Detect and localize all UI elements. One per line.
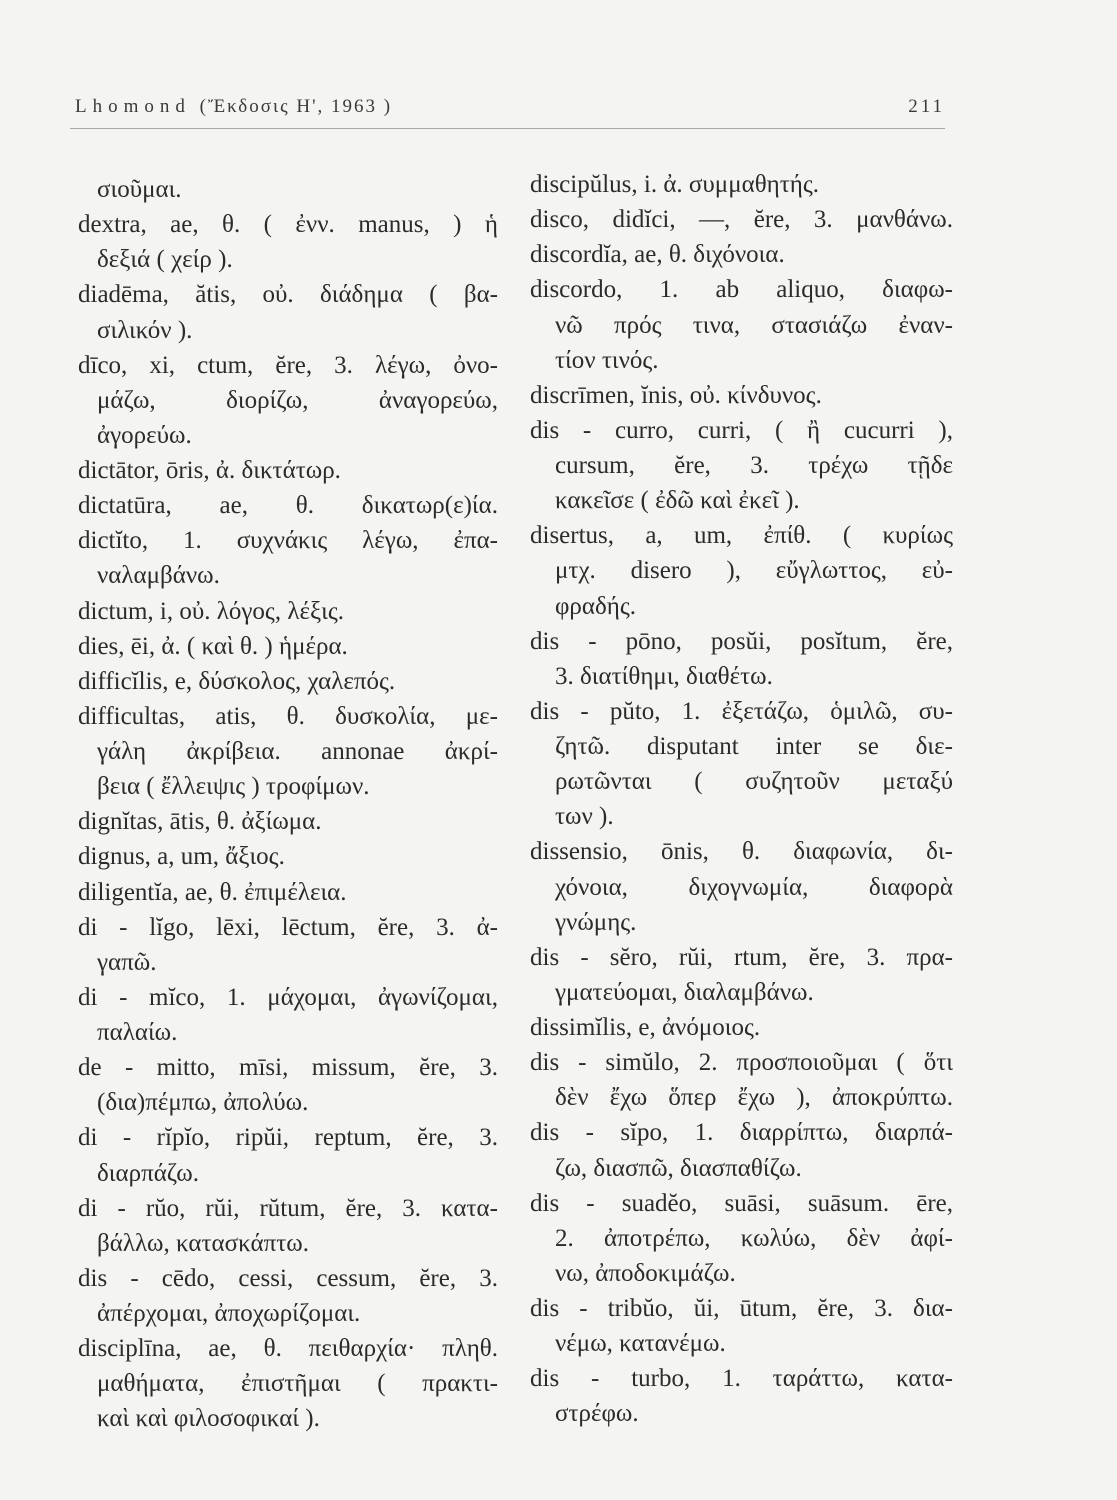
dictionary-entry xyxy=(78,207,498,277)
entry-headword-line: dis - curro, curri, ( ἢ cucurri ), xyxy=(530,416,953,444)
header-rule xyxy=(70,128,945,129)
entry-headword-line: diligentĭa, ae, θ. ἐπιμέλεια. xyxy=(78,878,347,906)
entry-headword-line: dis - suadĕo, suāsi, suāsum. ēre, xyxy=(530,1189,953,1217)
dictionary-entry xyxy=(530,272,953,377)
entry-headword-line: dissensio, ōnis, θ. διαφωνία, δι- xyxy=(530,838,953,866)
entry-headword-line: dictatūra, ae, θ. δικατωρ(ε)ία. xyxy=(78,492,498,520)
dictionary-entry xyxy=(530,378,953,413)
dictionary-entry xyxy=(530,237,953,272)
entry-continuation-line: σιλικόν ). xyxy=(97,316,193,344)
entry-continuation-line: παλαίω. xyxy=(97,1019,178,1046)
entry-headword-line: dis - sĕro, rŭi, rtum, ĕre, 3. πρα- xyxy=(530,943,953,971)
entry-headword-line: dextra, ae, θ. ( ἐνν. manus, ) ἡ xyxy=(78,211,498,239)
entry-headword-line: dis - cēdo, cessi, cessum, ĕre, 3. xyxy=(78,1264,498,1292)
right-column xyxy=(530,167,953,1432)
entry-continuation-line: δεξιά ( χείρ ). xyxy=(97,246,233,274)
dictionary-entry xyxy=(78,664,498,699)
entry-headword-line: discipŭlus, i. ἀ. συμμαθητής. xyxy=(530,171,820,198)
entry-continuation-line: γματεύομαι, διαλαμβάνω. xyxy=(555,978,814,1006)
entry-headword-line: difficultas, atis, θ. δυσκολία, με- xyxy=(78,702,498,730)
entry-continuation-line: βάλλω, κατασκάπτω. xyxy=(97,1229,309,1257)
entry-headword-line: dies, ēi, ἀ. ( καὶ θ. ) ἡμέρα. xyxy=(78,632,348,660)
entry-continuation-line: γάλη ἀκρίβεια. annonae ἀκρί- xyxy=(97,738,498,765)
entry-headword-line: dis - pōno, posŭi, posĭtum, ĕre, xyxy=(530,627,953,655)
dictionary-entry xyxy=(530,518,953,623)
entry-headword-line: di - mĭco, 1. μάχομαι, ἀγωνίζομαι, xyxy=(78,983,498,1011)
entry-continuation-line: νέμω, κατανέμω. xyxy=(555,1330,726,1358)
entry-headword-line: discordĭa, ae, θ. διχόνοια. xyxy=(530,241,785,269)
entry-continuation-line: (δια)πέμπω, ἀπολύω. xyxy=(97,1089,309,1117)
entry-continuation-line: μαθήματα, ἐπιστῆμαι ( πρακτι- xyxy=(97,1370,498,1398)
entry-continuation-line: νῶ πρός τινα, στασιάζω ἐναν- xyxy=(555,311,953,339)
entry-continuation-line: καὶ καὶ φιλοσοφικαί ). xyxy=(97,1405,320,1433)
dictionary-entry xyxy=(530,940,953,1010)
dictionary-entry xyxy=(530,1045,953,1115)
entry-continuation-line: 2. ἀποτρέπω, κωλύω, δὲν ἀφί- xyxy=(555,1224,953,1252)
entry-continuation-line: φραδής. xyxy=(555,592,637,620)
edition-note: (Ἔκδοσις Η', 1963 ) xyxy=(199,96,393,117)
entry-continuation-line: δὲν ἔχω ὅπερ ἔχω ), ἀποκρύπτω. xyxy=(555,1084,953,1112)
entry-headword-line: dis - sĭpo, 1. διαρρίπτω, διαρπά- xyxy=(530,1119,953,1147)
dictionary-entry xyxy=(78,980,498,1050)
dictionary-entry xyxy=(78,488,498,523)
entry-headword-line: discordo, 1. ab aliquo, διαφω- xyxy=(530,276,953,304)
entry-headword-line: diadēma, ătis, οὐ. διάδημα ( βα- xyxy=(78,281,498,309)
entry-continuation-line: ἀγορεύω. xyxy=(97,421,192,449)
dictionary-entry xyxy=(78,629,498,664)
entry-headword-line: de - mitto, mīsi, missum, ĕre, 3. xyxy=(78,1054,498,1082)
entry-headword-line: dis - simŭlo, 2. προσποιοῦμαι ( ὅτι xyxy=(530,1049,953,1077)
dictionary-entry xyxy=(530,1010,953,1045)
entry-continuation-line: γνώμης. xyxy=(555,908,637,936)
dictionary-entry xyxy=(78,453,498,488)
dictionary-entry xyxy=(78,699,498,804)
dictionary-entry xyxy=(530,202,953,237)
entry-headword-line: dignus, a, um, ἄξιος. xyxy=(78,843,285,871)
entry-headword-line: disertus, a, um, ἐπίθ. ( κυρίως xyxy=(530,522,953,550)
entry-continuation-line: cursum, ĕre, 3. τρέχω τῇδε xyxy=(555,452,953,479)
entry-headword-line: dis - pŭto, 1. ἐξετάζω, ὁμιλῶ, συ- xyxy=(530,697,953,725)
entry-headword-line: disco, didĭci, —, ĕre, 3. μανθάνω. xyxy=(530,206,953,234)
running-title: Lhomond xyxy=(75,96,191,117)
entry-headword-line: dictum, i, οὐ. λόγος, λέξις. xyxy=(78,597,344,625)
entry-continuation-line: τίον τινός. xyxy=(555,346,659,374)
dictionary-entry xyxy=(78,1050,498,1120)
entry-headword-line: di - rĭpĭo, ripŭi, reptum, ĕre, 3. xyxy=(78,1124,498,1152)
dictionary-entry xyxy=(78,910,498,980)
entry-continuation-line: των ). xyxy=(555,803,614,831)
page-number: 211 xyxy=(908,96,945,117)
entry-headword-line: dissimĭlis, e, ἀνόμοιος. xyxy=(530,1014,761,1041)
dictionary-entry xyxy=(78,839,498,874)
entry-headword-line: di - lĭgo, lēxi, lēctum, ĕre, 3. ἀ- xyxy=(78,913,498,941)
dictionary-entry xyxy=(530,1115,953,1185)
entry-headword-line: dis - turbo, 1. ταράττω, κατα- xyxy=(530,1365,953,1393)
entry-headword-line: di - rŭo, rŭi, rŭtum, ĕre, 3. κατα- xyxy=(78,1194,498,1222)
entry-headword-line: dignĭtas, ātis, θ. ἀξίωμα. xyxy=(78,808,322,836)
dictionary-entry xyxy=(78,1331,498,1436)
entry-headword-line: dīco, xi, ctum, ĕre, 3. λέγω, ὀνο- xyxy=(78,351,498,379)
dictionary-entry xyxy=(78,277,498,347)
entry-continuation-line: στρέφω. xyxy=(555,1400,639,1428)
entry-continuation-line: ζω, διασπῶ, διασπαθίζω. xyxy=(555,1154,802,1182)
dictionary-entry xyxy=(78,1261,498,1331)
dictionary-entry xyxy=(530,834,953,939)
entry-continuation-line: 3. διατίθημι, διαθέτω. xyxy=(555,662,773,690)
left-column xyxy=(78,172,498,1437)
dictionary-entry xyxy=(78,875,498,910)
entry-continuation-line: ναλαμβάνω. xyxy=(97,562,220,590)
dictionary-entry xyxy=(530,1291,953,1361)
dictionary-entry xyxy=(78,348,498,453)
entry-continuation-line: μάζω, διορίζω, ἀναγορεύω, xyxy=(97,386,498,414)
entry-continuation-line: νω, ἀποδοκιμάζω. xyxy=(555,1259,736,1287)
dictionary-entry xyxy=(530,167,953,202)
dictionary-entry xyxy=(530,1361,953,1431)
entry-continuation-line: διαρπάζω. xyxy=(97,1159,199,1187)
carryover-line: σιοῦμαι. xyxy=(97,176,182,203)
entry-headword-line: dictātor, ōris, ἀ. δικτάτωρ. xyxy=(78,457,341,484)
entry-continuation-line: χόνοια, διχογνωμία, διαφορὰ xyxy=(555,873,953,901)
entry-continuation-line: ρωτῶνται ( συζητοῦν μεταξύ xyxy=(555,768,953,796)
entry-headword-line: difficĭlis, e, δύσκολος, χαλεπός. xyxy=(78,667,396,695)
entry-headword-line: discrīmen, ĭnis, οὐ. κίνδυνος. xyxy=(530,381,822,409)
dictionary-entry xyxy=(530,694,953,835)
dictionary-entry xyxy=(78,594,498,629)
dictionary-entry xyxy=(78,523,498,593)
dictionary-entry xyxy=(530,1186,953,1291)
entry-continuation-line: μτχ. disero ), εὔγλωττος, εὐ- xyxy=(555,557,953,585)
dictionary-entry xyxy=(78,804,498,839)
entry-headword-line: dictĭto, 1. συχνάκις λέγω, ἐπα- xyxy=(78,527,498,555)
entry-continuation-line: κακεῖσε ( ἐδῶ καὶ ἐκεῖ ). xyxy=(555,487,800,515)
dictionary-entry xyxy=(530,624,953,694)
entry-continuation-line: γαπῶ. xyxy=(97,948,157,976)
running-header xyxy=(75,94,392,120)
dictionary-entry xyxy=(78,1120,498,1190)
dictionary-entry xyxy=(78,1191,498,1261)
entry-headword-line: dis - tribŭo, ŭi, ūtum, ĕre, 3. δια- xyxy=(530,1295,953,1322)
dictionary-entry xyxy=(530,413,953,518)
entry-continuation-line: ζητῶ. disputant inter se διε- xyxy=(555,733,953,760)
entry-headword-line: disciplīna, ae, θ. πειθαρχία· πληθ. xyxy=(78,1335,498,1363)
entry-continuation-line: βεια ( ἔλλειψις ) τροφίμων. xyxy=(97,773,370,801)
entry-continuation-line: ἀπέρχομαι, ἀποχωρίζομαι. xyxy=(97,1300,361,1327)
